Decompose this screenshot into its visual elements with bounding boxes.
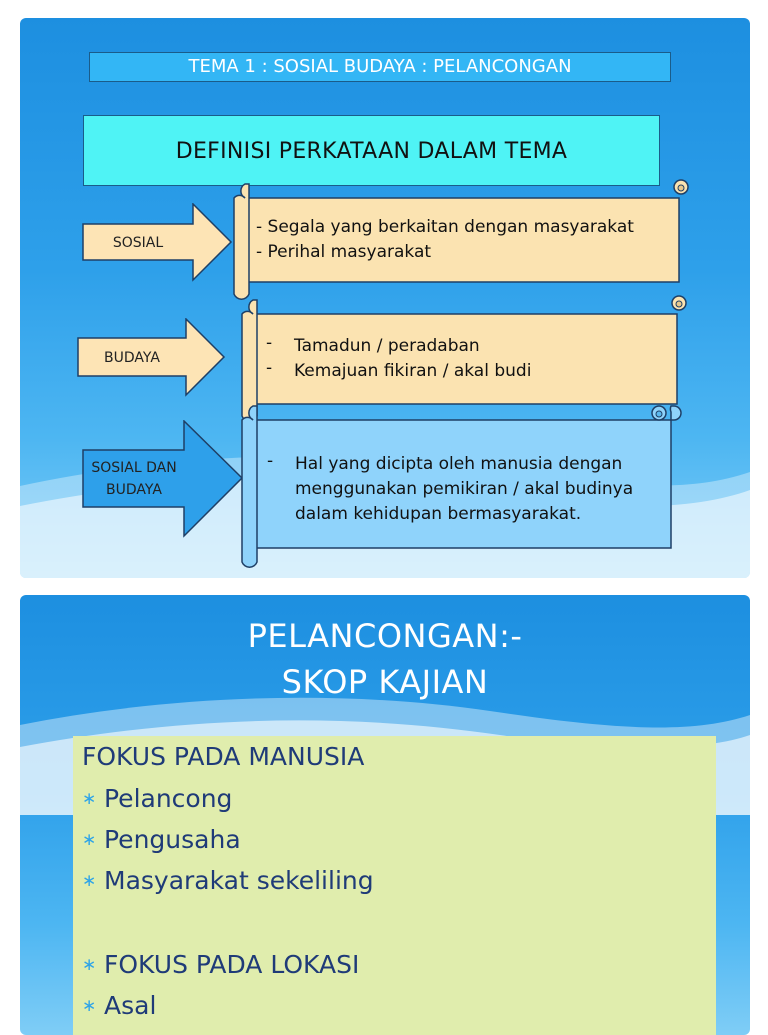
label-sosial: SOSIAL bbox=[112, 235, 164, 251]
sosbud-line-3: dalam kehidupan bermasyarakat. bbox=[295, 504, 582, 524]
slide-2 bbox=[20, 595, 750, 1035]
asterisk-bullet-icon: ∗ bbox=[82, 955, 97, 975]
asterisk-bullet-icon: ∗ bbox=[82, 830, 97, 850]
item-label: Pengusaha bbox=[104, 825, 241, 854]
dash-marker: - bbox=[266, 333, 273, 353]
list-item bbox=[82, 950, 359, 979]
list-item bbox=[82, 784, 232, 813]
sosbud-line-1: Hal yang dicipta oleh manusia dengan bbox=[295, 454, 623, 474]
item-label: FOKUS PADA LOKASI bbox=[104, 950, 360, 979]
definition-heading: DEFINISI PERKATAAN DALAM TEMA bbox=[83, 115, 660, 186]
theme-banner: TEMA 1 : SOSIAL BUDAYA : PELANCONGAN bbox=[89, 52, 671, 82]
item-label: Pelancong bbox=[104, 784, 233, 813]
list-item bbox=[82, 866, 374, 895]
asterisk-bullet-icon: ∗ bbox=[82, 789, 97, 809]
list-item bbox=[82, 825, 241, 854]
item-label: Masyarakat sekeliling bbox=[104, 866, 374, 895]
slide-1 bbox=[20, 18, 750, 578]
title-line-2: SKOP KAJIAN bbox=[281, 663, 489, 701]
focus-heading: FOKUS PADA MANUSIA bbox=[82, 742, 365, 771]
title-line-1: PELANCONGAN:- bbox=[247, 617, 523, 655]
label-budaya: BUDAYA bbox=[104, 350, 160, 366]
text-sosial bbox=[256, 215, 634, 265]
label-sosial-dan-budaya bbox=[83, 457, 185, 502]
dash-marker: - bbox=[266, 358, 273, 378]
label-line-2: BUDAYA bbox=[106, 482, 162, 499]
sosbud-line-2: menggunakan pemikiran / akal budinya bbox=[295, 479, 634, 499]
asterisk-bullet-icon: ∗ bbox=[82, 996, 97, 1016]
content-box bbox=[73, 736, 716, 1035]
sosial-line-2: - Perihal masyarakat bbox=[256, 242, 432, 262]
text-budaya bbox=[266, 334, 531, 384]
dash-marker: - bbox=[267, 451, 274, 471]
budaya-line-1: Tamadun / peradaban bbox=[294, 336, 480, 356]
text-sosial-dan-budaya bbox=[267, 452, 633, 527]
sosbud-item bbox=[267, 452, 633, 527]
label-line-1: SOSIAL DAN bbox=[91, 460, 177, 476]
budaya-line-2: Kemajuan fikiran / akal budi bbox=[294, 361, 532, 381]
asterisk-bullet-icon: ∗ bbox=[82, 871, 97, 891]
item-label: Asal bbox=[104, 991, 157, 1020]
slide-2-title bbox=[20, 613, 750, 705]
budaya-item-2 bbox=[266, 359, 531, 384]
budaya-item-1 bbox=[266, 334, 531, 359]
list-item bbox=[82, 991, 156, 1020]
sosial-line-1: - Segala yang berkaitan dengan masyarakat bbox=[256, 217, 634, 237]
